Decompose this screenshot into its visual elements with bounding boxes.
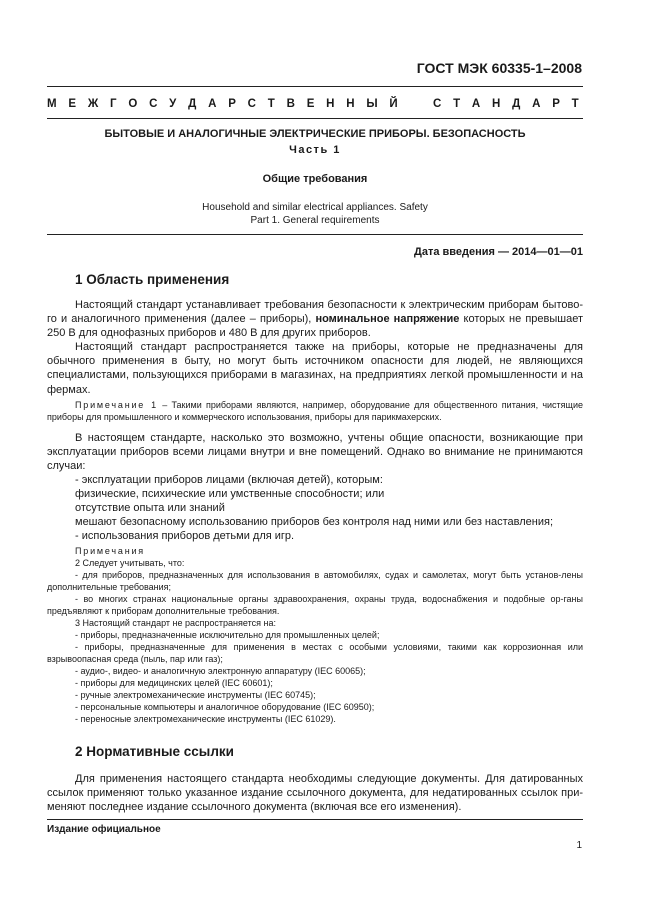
scope-paragraph-2: Настоящий стандарт распространяется также на приборы, которые не предназначены для обычного применения в быту, но могут быть источником опасности для людей, не являющихся специалистами, пользующихся приборами в магазинах, на предприятиях легкой промышленности и на фермах.: [47, 341, 583, 396]
note-3-item: - аудио-, видео- и аналогичную электронную аппаратуру (IEC 60065);: [75, 666, 366, 676]
note-1: [47, 399, 583, 423]
note-3-item: - приборы, предназначенные для применения в местах с особыми условиями, такими как коррозионная или взрывоопасная среда (пыль, пар или газ);: [47, 642, 583, 665]
scope-p1-text-b: которых не превышает 250 В для однофазных приборов и 480 В для других приборов.: [47, 313, 583, 340]
standard-category: [47, 98, 583, 110]
note-3-item: - приборы, предназначенные исключительно для промышленных целей;: [75, 630, 380, 640]
exclusion-item: - использования приборов детьми для игр.: [75, 530, 295, 542]
document-part: Часть 1: [289, 144, 341, 156]
scope-paragraph-3: В настоящем стандарте, насколько это возможно, учтены общие опасности, возникающие при эксплуатации приборов всеми лицами внутри и вне помещений. Однако во внимание не принимаются случаи:: [47, 432, 583, 473]
scope-paragraph-1: [47, 298, 583, 341]
rated-voltage-term: номинальное напряжение: [315, 313, 460, 326]
category-word-interstate: М Е Ж Г О С У Д А Р С Т В Е Н Н Ы Й: [47, 98, 402, 110]
exclusion-item: физические, психические или умственные способности; или: [75, 488, 385, 500]
category-word-standard: С Т А Н Д А Р Т: [433, 98, 583, 110]
scope-p1-text-a: Настоящий стандарт устанавливает требования безопасности к электрическим приборам бытово-го и аналогичного применения (далее – приборы),: [47, 299, 583, 326]
standard-code: ГОСТ МЭК 60335-1–2008: [416, 60, 582, 76]
note-3-item: - персональные компьютеры и аналогичное оборудование (IEC 60950);: [75, 702, 375, 712]
note-3-item: - приборы для медицинских целей (IEC 60601);: [75, 678, 273, 688]
official-edition-label: Издание официальное: [47, 824, 161, 835]
note-2-intro: 2 Следует учитывать, что:: [75, 558, 185, 568]
note-2-item: - во многих странах национальные органы здравоохранения, охраны труда, водоснабжения и подобные ор-ганы предъявляют к приборам дополнительные требования.: [47, 594, 583, 617]
note-3-intro: 3 Настоящий стандарт не распространяется на:: [75, 618, 276, 628]
note-2-item: - для приборов, предназначенных для использования в автомобилях, судах и самолетах, могут быть установ-лены дополнительные требования;: [47, 570, 583, 593]
document-title: БЫТОВЫЕ И АНАЛОГИЧНЫЕ ЭЛЕКТРИЧЕСКИЕ ПРИБОРЫ. БЕЗОПАСНОСТЬ: [104, 128, 526, 140]
header-rule-top: [47, 86, 583, 87]
exclusion-item: - эксплуатации приборов лицами (включая детей), которым:: [75, 474, 383, 486]
exclusion-item: отсутствие опыта или знаний: [75, 502, 225, 514]
note-1-label: Примечание 1: [75, 400, 158, 410]
exclusion-item: мешают безопасному использованию приборов без контроля над ними или без наставления;: [75, 516, 554, 528]
header-rule-bottom: [47, 118, 583, 119]
note-3-item: - ручные электромеханические инструменты (IEC 60745);: [75, 690, 316, 700]
note-1-text: – Такими приборами являются, например, оборудование для общественного питания, чистящие приборы для промышленного и коммерческого использования, приборы для парикмахерских.: [47, 400, 583, 423]
footer-rule: [47, 819, 583, 820]
title-rule: [47, 234, 583, 235]
note-3-item: - переносные электромеханические инструменты (IEC 61029).: [75, 714, 336, 724]
english-part-title: Part 1. General requirements: [250, 215, 380, 226]
notes-label: Примечания: [75, 546, 145, 556]
document-subtitle: Общие требования: [262, 173, 368, 185]
introduction-date: Дата введения — 2014—01—01: [414, 246, 583, 258]
section-2-heading: 2 Нормативные ссылки: [75, 744, 234, 759]
page-number: 1: [576, 840, 582, 851]
english-title: Household and similar electrical appliances. Safety: [202, 202, 428, 213]
references-paragraph: Для применения настоящего стандарта необходимы следующие документы. Для датированных ссылок применяют только указанное издание ссылочного документа, для недатированных ссылок при-меняют последнее издание ссылочного документа (включая все его изменения).: [47, 773, 583, 814]
section-1-heading: 1 Область применения: [75, 272, 230, 287]
